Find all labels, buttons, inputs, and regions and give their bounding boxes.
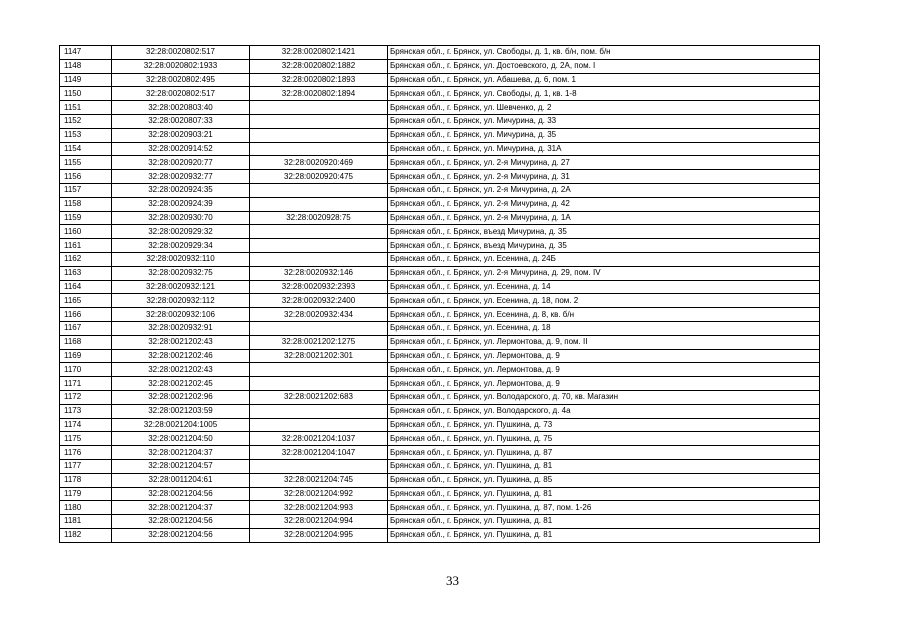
cadastral-number-cell: 32:28:0020932:106: [112, 308, 250, 322]
cadastral-number-cell: 32:28:0021202:43: [112, 363, 250, 377]
address-cell: Брянская обл., г. Брянск, ул. Свободы, д. 1, кв. 1-8: [388, 87, 820, 101]
related-cadastral-number-cell: [250, 321, 388, 335]
address-cell: Брянская обл., г. Брянск, ул. Володарского, д. 4а: [388, 404, 820, 418]
row-number-cell: 1179: [60, 487, 112, 501]
row-number-cell: 1168: [60, 335, 112, 349]
cadastral-number-cell: 32:28:0021204:37: [112, 446, 250, 460]
row-number-cell: 1155: [60, 156, 112, 170]
address-cell: Брянская обл., г. Брянск, ул. Лермонтова, д. 9, пом. II: [388, 335, 820, 349]
cadastral-number-cell: 32:28:0021204:57: [112, 459, 250, 473]
related-cadastral-number-cell: 32:28:0020802:1893: [250, 73, 388, 87]
related-cadastral-number-cell: [250, 404, 388, 418]
row-number-cell: 1160: [60, 225, 112, 239]
row-number-cell: 1167: [60, 321, 112, 335]
related-cadastral-number-cell: 32:28:0020802:1421: [250, 46, 388, 60]
row-number-cell: 1150: [60, 87, 112, 101]
address-cell: Брянская обл., г. Брянск, ул. Лермонтова, д. 9: [388, 349, 820, 363]
table-row: [60, 308, 820, 322]
related-cadastral-number-cell: 32:28:0021204:993: [250, 501, 388, 515]
row-number-cell: 1175: [60, 432, 112, 446]
row-number-cell: 1153: [60, 128, 112, 142]
table-row: [60, 418, 820, 432]
table-row: [60, 294, 820, 308]
related-cadastral-number-cell: 32:28:0020920:475: [250, 170, 388, 184]
cadastral-number-cell: 32:28:0020929:34: [112, 239, 250, 253]
cadastral-number-cell: 32:28:0021204:50: [112, 432, 250, 446]
related-cadastral-number-cell: 32:28:0021204:1037: [250, 432, 388, 446]
related-cadastral-number-cell: 32:28:0021204:995: [250, 528, 388, 542]
related-cadastral-number-cell: 32:28:0020802:1882: [250, 59, 388, 73]
table-row: [60, 87, 820, 101]
address-cell: Брянская обл., г. Брянск, ул. Мичурина, д. 31А: [388, 142, 820, 156]
address-cell: Брянская обл., г. Брянск, ул. Пушкина, д. 81: [388, 459, 820, 473]
table-row: [60, 73, 820, 87]
table-row: [60, 390, 820, 404]
row-number-cell: 1173: [60, 404, 112, 418]
table-row: [60, 473, 820, 487]
cadastral-number-cell: 32:28:0021203:59: [112, 404, 250, 418]
related-cadastral-number-cell: 32:28:0021202:301: [250, 349, 388, 363]
related-cadastral-number-cell: [250, 114, 388, 128]
address-cell: Брянская обл., г. Брянск, ул. Пушкина, д. 87: [388, 446, 820, 460]
table-row: [60, 432, 820, 446]
table-row: [60, 142, 820, 156]
table-row: [60, 335, 820, 349]
row-number-cell: 1164: [60, 280, 112, 294]
row-number-cell: 1148: [60, 59, 112, 73]
address-cell: Брянская обл., г. Брянск, ул. Есенина, д. 8, кв. б/н: [388, 308, 820, 322]
address-cell: Брянская обл., г. Брянск, ул. Пушкина, д. 85: [388, 473, 820, 487]
related-cadastral-number-cell: [250, 252, 388, 266]
table-row: [60, 363, 820, 377]
related-cadastral-number-cell: 32:28:0021204:994: [250, 515, 388, 529]
table-row: [60, 170, 820, 184]
table-row: [60, 197, 820, 211]
related-cadastral-number-cell: 32:28:0020920:469: [250, 156, 388, 170]
table-body: [60, 46, 820, 543]
address-cell: Брянская обл., г. Брянск, ул. 2-я Мичурина, д. 29, пом. IV: [388, 266, 820, 280]
row-number-cell: 1177: [60, 459, 112, 473]
cadastral-number-cell: 32:28:0020803:40: [112, 101, 250, 115]
cadastral-number-cell: 32:28:0021204:56: [112, 487, 250, 501]
related-cadastral-number-cell: [250, 142, 388, 156]
address-cell: Брянская обл., г. Брянск, ул. Свободы, д. 1, кв. б/н, пом. б/н: [388, 46, 820, 60]
table-row: [60, 280, 820, 294]
table-row: [60, 225, 820, 239]
table-row: [60, 156, 820, 170]
cadastral-number-cell: 32:28:0020802:517: [112, 87, 250, 101]
table-row: [60, 459, 820, 473]
row-number-cell: 1162: [60, 252, 112, 266]
table-row: [60, 266, 820, 280]
table-row: [60, 377, 820, 391]
address-cell: Брянская обл., г. Брянск, ул. Пушкина, д. 81: [388, 487, 820, 501]
table-row: [60, 46, 820, 60]
cadastral-number-cell: 32:28:0020932:75: [112, 266, 250, 280]
address-cell: Брянская обл., г. Брянск, ул. Шевченко, д. 2: [388, 101, 820, 115]
related-cadastral-number-cell: [250, 128, 388, 142]
row-number-cell: 1174: [60, 418, 112, 432]
row-number-cell: 1170: [60, 363, 112, 377]
row-number-cell: 1151: [60, 101, 112, 115]
related-cadastral-number-cell: [250, 183, 388, 197]
row-number-cell: 1166: [60, 308, 112, 322]
table-row: [60, 349, 820, 363]
table-row: [60, 501, 820, 515]
related-cadastral-number-cell: 32:28:0021202:683: [250, 390, 388, 404]
related-cadastral-number-cell: 32:28:0020932:2400: [250, 294, 388, 308]
cadastral-number-cell: 32:28:0020807:33: [112, 114, 250, 128]
address-cell: Брянская обл., г. Брянск, ул. Есенина, д. 18: [388, 321, 820, 335]
row-number-cell: 1147: [60, 46, 112, 60]
address-cell: Брянская обл., г. Брянск, ул. Пушкина, д. 87, пом. 1-26: [388, 501, 820, 515]
address-cell: Брянская обл., г. Брянск, ул. 2-я Мичурина, д. 31: [388, 170, 820, 184]
cadastral-number-cell: 32:28:0011204:61: [112, 473, 250, 487]
cadastral-number-cell: 32:28:0021204:56: [112, 515, 250, 529]
table-row: [60, 59, 820, 73]
address-cell: Брянская обл., г. Брянск, въезд Мичурина, д. 35: [388, 239, 820, 253]
row-number-cell: 1152: [60, 114, 112, 128]
address-cell: Брянская обл., г. Брянск, ул. Есенина, д. 24Б: [388, 252, 820, 266]
cadastral-number-cell: 32:28:0020932:112: [112, 294, 250, 308]
cadastral-number-cell: 32:28:0020802:517: [112, 46, 250, 60]
address-cell: Брянская обл., г. Брянск, ул. 2-я Мичурина, д. 2А: [388, 183, 820, 197]
cadastral-number-cell: 32:28:0020932:121: [112, 280, 250, 294]
related-cadastral-number-cell: [250, 197, 388, 211]
address-cell: Брянская обл., г. Брянск, въезд Мичурина, д. 35: [388, 225, 820, 239]
cadastral-number-cell: 32:28:0021202:46: [112, 349, 250, 363]
table-row: [60, 101, 820, 115]
cadastral-number-cell: 32:28:0020924:35: [112, 183, 250, 197]
cadastral-number-cell: 32:28:0020932:91: [112, 321, 250, 335]
row-number-cell: 1171: [60, 377, 112, 391]
row-number-cell: 1157: [60, 183, 112, 197]
row-number-cell: 1154: [60, 142, 112, 156]
related-cadastral-number-cell: [250, 418, 388, 432]
related-cadastral-number-cell: 32:28:0020802:1894: [250, 87, 388, 101]
row-number-cell: 1156: [60, 170, 112, 184]
row-number-cell: 1149: [60, 73, 112, 87]
address-cell: Брянская обл., г. Брянск, ул. Есенина, д. 14: [388, 280, 820, 294]
cadastral-number-cell: 32:28:0020932:77: [112, 170, 250, 184]
related-cadastral-number-cell: [250, 101, 388, 115]
address-cell: Брянская обл., г. Брянск, ул. Лермонтова, д. 9: [388, 363, 820, 377]
cadastral-number-cell: 32:28:0020930:70: [112, 211, 250, 225]
related-cadastral-number-cell: 32:28:0021204:1047: [250, 446, 388, 460]
cadastral-number-cell: 32:28:0020914:52: [112, 142, 250, 156]
table-row: [60, 128, 820, 142]
row-number-cell: 1159: [60, 211, 112, 225]
related-cadastral-number-cell: [250, 363, 388, 377]
row-number-cell: 1163: [60, 266, 112, 280]
address-cell: Брянская обл., г. Брянск, ул. Лермонтова, д. 9: [388, 377, 820, 391]
row-number-cell: 1181: [60, 515, 112, 529]
address-cell: Брянская обл., г. Брянск, ул. Мичурина, д. 33: [388, 114, 820, 128]
cadastral-table: [59, 45, 820, 543]
cadastral-number-cell: 32:28:0020920:77: [112, 156, 250, 170]
address-cell: Брянская обл., г. Брянск, ул. 2-я Мичурина, д. 27: [388, 156, 820, 170]
address-cell: Брянская обл., г. Брянск, ул. Пушкина, д. 75: [388, 432, 820, 446]
related-cadastral-number-cell: 32:28:0020932:2393: [250, 280, 388, 294]
row-number-cell: 1176: [60, 446, 112, 460]
table-row: [60, 321, 820, 335]
row-number-cell: 1161: [60, 239, 112, 253]
table-row: [60, 252, 820, 266]
row-number-cell: 1172: [60, 390, 112, 404]
row-number-cell: 1180: [60, 501, 112, 515]
related-cadastral-number-cell: 32:28:0020932:146: [250, 266, 388, 280]
table-row: [60, 211, 820, 225]
related-cadastral-number-cell: [250, 239, 388, 253]
row-number-cell: 1182: [60, 528, 112, 542]
cadastral-number-cell: 32:28:0020924:39: [112, 197, 250, 211]
cadastral-number-cell: 32:28:0021204:56: [112, 528, 250, 542]
related-cadastral-number-cell: 32:28:0021204:992: [250, 487, 388, 501]
address-cell: Брянская обл., г. Брянск, ул. Володарского, д. 70, кв. Магазин: [388, 390, 820, 404]
table-row: [60, 487, 820, 501]
page-number: 33: [446, 573, 459, 588]
address-cell: Брянская обл., г. Брянск, ул. Достоевского, д. 2А, пом. I: [388, 59, 820, 73]
cadastral-number-cell: 32:28:0021202:43: [112, 335, 250, 349]
cadastral-number-cell: 32:28:0021202:45: [112, 377, 250, 391]
cadastral-number-cell: 32:28:0020903:21: [112, 128, 250, 142]
related-cadastral-number-cell: 32:28:0020932:434: [250, 308, 388, 322]
related-cadastral-number-cell: 32:28:0021202:1275: [250, 335, 388, 349]
table-row: [60, 239, 820, 253]
address-cell: Брянская обл., г. Брянск, ул. Пушкина, д. 81: [388, 528, 820, 542]
cadastral-number-cell: 32:28:0021202:96: [112, 390, 250, 404]
table-row: [60, 515, 820, 529]
address-cell: Брянская обл., г. Брянск, ул. Есенина, д. 18, пом. 2: [388, 294, 820, 308]
address-cell: Брянская обл., г. Брянск, ул. Мичурина, д. 35: [388, 128, 820, 142]
cadastral-number-cell: 32:28:0021204:1005: [112, 418, 250, 432]
related-cadastral-number-cell: 32:28:0020928:75: [250, 211, 388, 225]
related-cadastral-number-cell: [250, 377, 388, 391]
address-cell: Брянская обл., г. Брянск, ул. Пушкина, д. 81: [388, 515, 820, 529]
row-number-cell: 1158: [60, 197, 112, 211]
table-row: [60, 446, 820, 460]
address-cell: Брянская обл., г. Брянск, ул. Пушкина, д. 73: [388, 418, 820, 432]
cadastral-number-cell: 32:28:0020802:1933: [112, 59, 250, 73]
table-row: [60, 183, 820, 197]
related-cadastral-number-cell: [250, 459, 388, 473]
related-cadastral-number-cell: [250, 225, 388, 239]
table-row: [60, 114, 820, 128]
address-cell: Брянская обл., г. Брянск, ул. Абашева, д. 6, пом. 1: [388, 73, 820, 87]
cadastral-number-cell: 32:28:0020932:110: [112, 252, 250, 266]
related-cadastral-number-cell: 32:28:0021204:745: [250, 473, 388, 487]
cadastral-number-cell: 32:28:0021204:37: [112, 501, 250, 515]
address-cell: Брянская обл., г. Брянск, ул. 2-я Мичурина, д. 1А: [388, 211, 820, 225]
cadastral-number-cell: 32:28:0020929:32: [112, 225, 250, 239]
row-number-cell: 1169: [60, 349, 112, 363]
row-number-cell: 1178: [60, 473, 112, 487]
row-number-cell: 1165: [60, 294, 112, 308]
address-cell: Брянская обл., г. Брянск, ул. 2-я Мичурина, д. 42: [388, 197, 820, 211]
cadastral-number-cell: 32:28:0020802:495: [112, 73, 250, 87]
table-row: [60, 528, 820, 542]
table-row: [60, 404, 820, 418]
